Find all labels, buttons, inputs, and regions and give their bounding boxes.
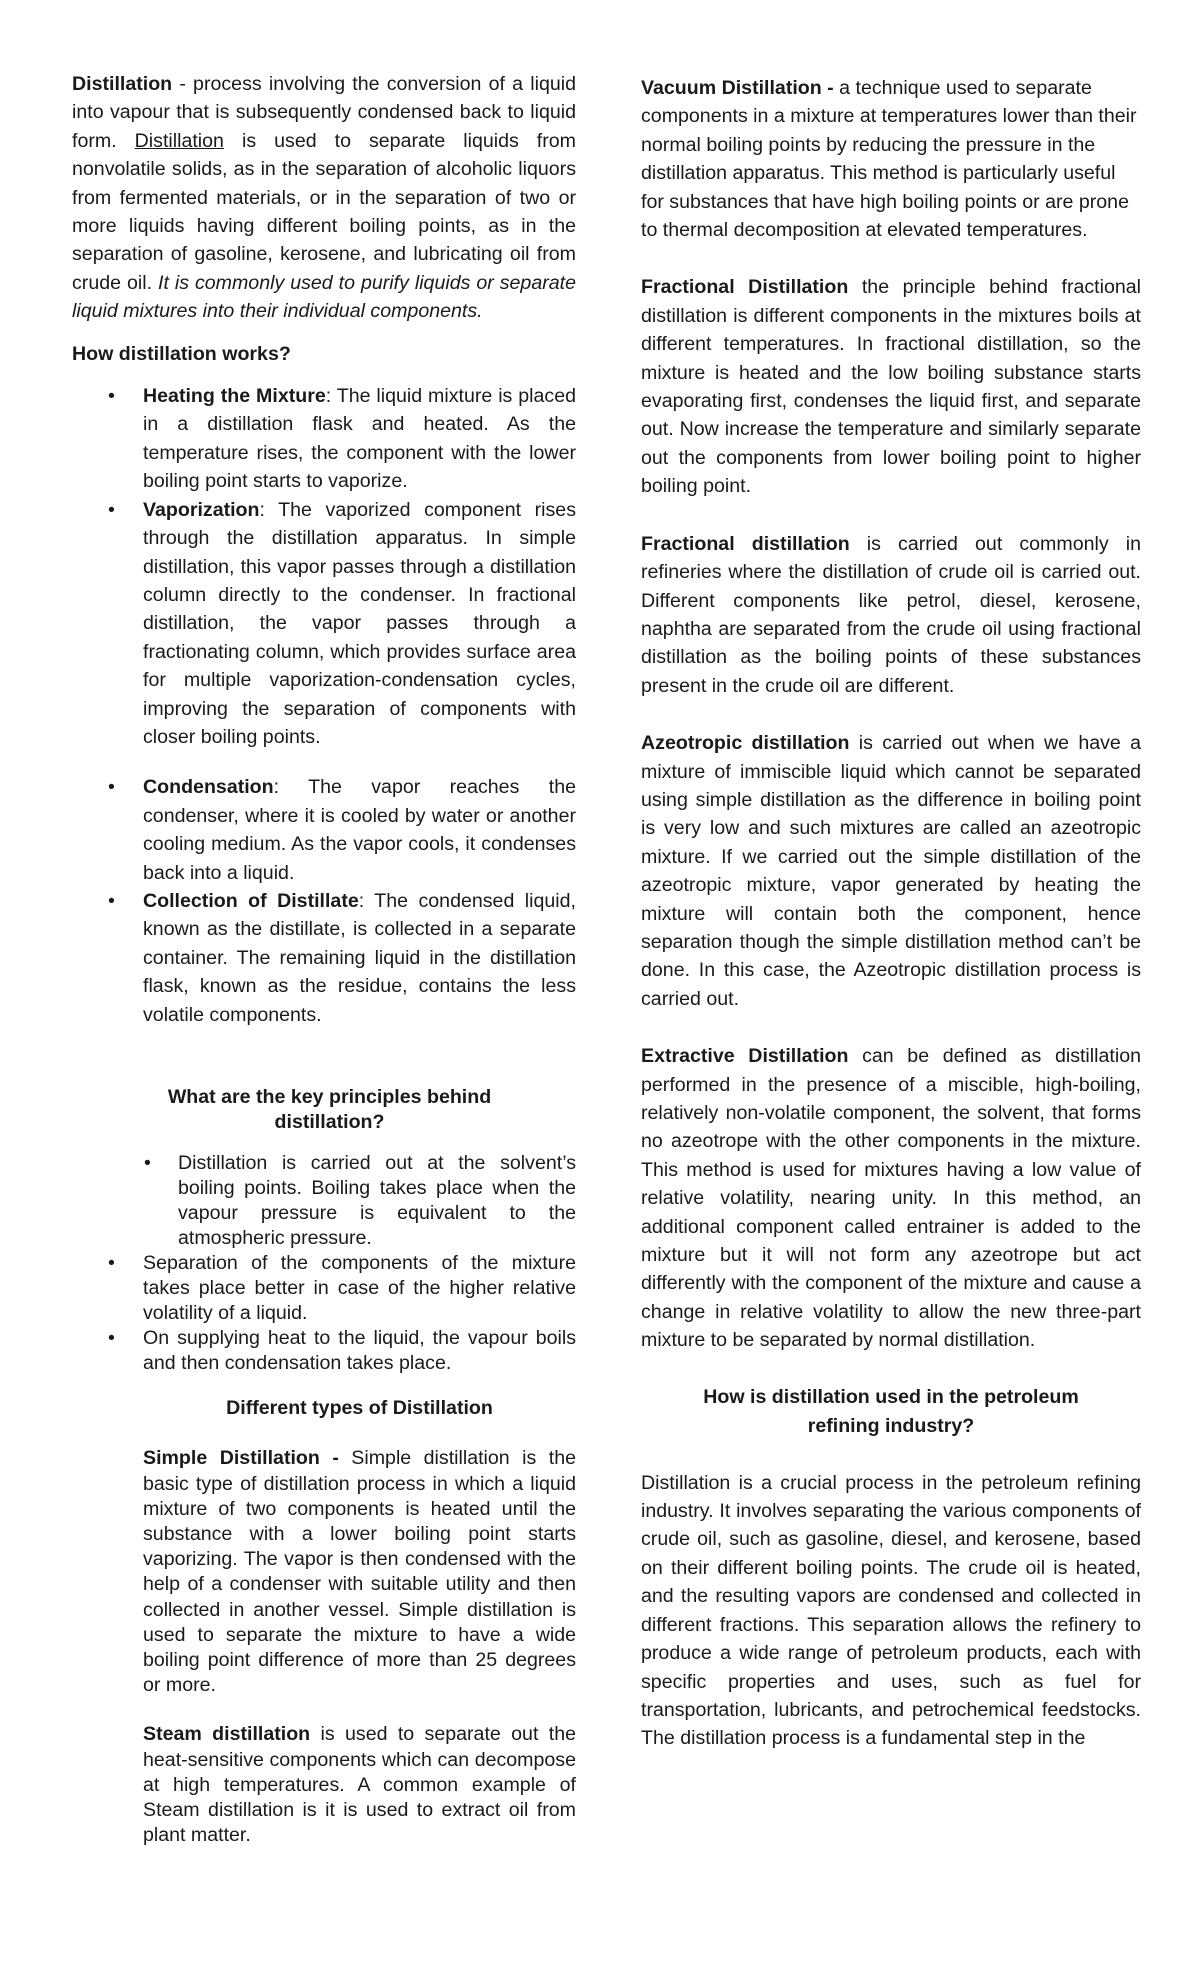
steps-list-continued (72, 773, 576, 1029)
intro-paragraph: Distillation - process involving the conversion of a liquid into vapour that is subsequently condensed back to liquid form. Distillation is used to separate liquids from nonvolatile solids, as in the separation of alcoholic liquors from fermented materials, or in the separation of two or more liquids having different boiling points, as in the separation of gasoline, kerosene, and lubricating oil from crude oil. It is commonly used to purify liquids or separate liquid mixtures into their individual components. (72, 73, 576, 323)
list-item: • Distillation is carried out at the solvent’s boiling points. Boiling takes place when the vapour pressure is equivalent to the atmospheric pressure. (72, 1151, 576, 1251)
list-item: • On supplying heat to the liquid, the vapour boils and then condensation takes place. (72, 1326, 576, 1376)
steps-list (72, 382, 576, 751)
vacuum-distillation-paragraph: Vacuum Distillation - a technique used to separate components in a mixture at temperatures lower than their normal boiling points by reducing the pressure in the distillation apparatus. This method is particularly useful for substances that have high boiling points or are prone to thermal decomposition at elevated temperatures. (641, 77, 1137, 242)
types-heading: Different types of Distillation (226, 1397, 493, 1419)
list-item: • Separation of the components of the mixture takes place better in case of the higher relative volatility of a liquid. (72, 1251, 576, 1326)
list-item: • Condensation: The vapor reaches the condenser, where it is cooled by water or another cooling medium. As the vapor cools, it condenses back into a liquid. (72, 773, 576, 887)
list-item: • Collection of Distillate: The condensed liquid, known as the distillate, is collected in a separate container. The remaining liquid in the distillation flask, known as the residue, contains the less volatile components. (72, 887, 576, 1029)
intro-italic-sentence: It is commonly used to purify liquids or separate liquid mixtures into their individual components. (72, 271, 576, 323)
principles-list-continued (72, 1251, 576, 1376)
azeotropic-distillation-paragraph: Azeotropic distillation is carried out when we have a mixture of immiscible liquid which cannot be separated using simple distillation as the difference in boiling point is very low and such mixtures are called an azeotropic mixture. If we carried out the simple distillation of the azeotropic mixture, vapor generated by heating the mixture will contain both the component, hence separation though the simple distillation method can’t be done. In this case, the Azeotropic distillation process is carried out. (641, 732, 1141, 1010)
fractional-refineries-paragraph: Fractional distillation is carried out commonly in refineries where the distillation of crude oil is carried out. Different components like petrol, diesel, kerosene, naphtha are separated from the crude oil using fractional distillation as the boiling points of these substances present in the crude oil are different. (641, 532, 1141, 697)
list-item: • Heating the Mixture: The liquid mixture is placed in a distillation flask and heated. As the temperature rises, the component with the lower boiling point starts to vaporize. (72, 382, 576, 496)
how-heading: How distillation works? (72, 342, 291, 365)
principles-heading: What are the key principles behind distillation? (167, 1086, 492, 1133)
principles-list (72, 1151, 576, 1251)
simple-distillation-paragraph: Simple Distillation - Simple distillation is the basic type of distillation process in which a liquid mixture of two components is heated until the substance with a lower boiling point starts vaporizing. The vapor is then condensed with the help of a condenser with suitable utility and then collected in another vessel. Simple distillation is used to separate the mixture to have a wide boiling point difference of more than 25 degrees or more. (143, 1447, 576, 1697)
petroleum-heading: How is distillation used in the petroleum refining industry? (703, 1385, 1079, 1437)
fractional-distillation-paragraph: Fractional Distillation the principle behind fractional distillation is different components in the mixtures boils at different temperatures. In fractional distillation, so the mixture is heated and the low boiling substance starts evaporating first, condenses the liquid first, and separate out. Now increase the temperature and similarly separate out the components from lower boiling point to higher boiling point. (641, 276, 1142, 498)
extractive-distillation-paragraph: Extractive Distillation can be defined as distillation performed in the presence of a miscible, high-boiling, relatively non-volatile component, the solvent, that forms no azeotrope with the other components in the mixture. This method is used for mixtures having a low value of relative volatility, nearing unity. In this method, an additional component called entrainer is added to the mixture but it will not form any azeotrope but act differently with the component of the mixture and cause a change in relative volatility to allow the new three-part mixture to be separated by normal distillation. (641, 1045, 1141, 1352)
steam-distillation-paragraph: Steam distillation is used to separate out the heat-sensitive components which can decompose at high temperatures. A common example of Steam distillation is it is used to extract oil from plant matter. (143, 1723, 576, 1847)
left-column (72, 70, 576, 1848)
intro-underlined-term: Distillation (134, 129, 224, 152)
intro-term: Distillation (72, 73, 173, 95)
petroleum-paragraph: Distillation is a crucial process in the petroleum refining industry. It involves separating the various components of crude oil, such as gasoline, diesel, and kerosene, based on their different boiling points. The crude oil is heated, and the resulting vapors are condensed and collected in different fractions. This separation allows the refinery to produce a wide range of petroleum products, each with specific properties and uses, such as fuel for transportation, lubricants, and petrochemical feedstocks. The distillation process is a fundamental step in the (641, 1471, 1141, 1750)
list-item: • Vaporization: The vaporized component rises through the distillation apparatus. In simple distillation, this vapor passes through a distillation column directly to the condenser. In fractional distillation, the vapor passes through a fractionating column, which provides surface area for multiple vaporization-condensation cycles, improving the separation of components with closer boiling points. (72, 496, 576, 752)
right-column (641, 74, 1141, 1753)
